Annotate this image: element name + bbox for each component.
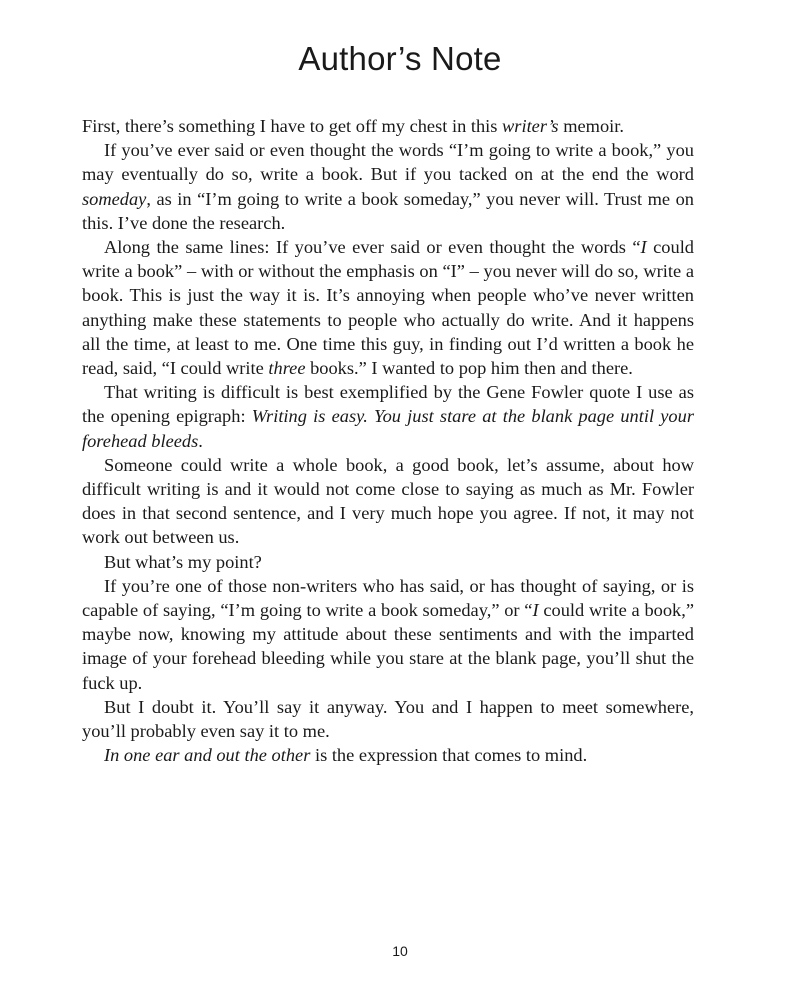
page-title: Author’s Note: [298, 40, 502, 77]
paragraph: [82, 695, 694, 743]
text-run: could write a book,” maybe now, knowing my attitude about these sentiments and with the imparted image of your forehead bleeding while you stare at the blank page, you’ll shut the fuck up.: [82, 600, 694, 693]
text-run: .: [198, 430, 203, 451]
text-run: That writing is difficult is best exemplified by the Gene Fowler quote I use as the opening epigraph:: [82, 382, 694, 427]
text-run: First, there’s something I have to get off my chest in this: [82, 116, 503, 136]
paragraph: [82, 550, 694, 574]
paragraph: [82, 114, 694, 138]
text-run: memoir.: [558, 116, 624, 136]
italic-text-run: I: [640, 237, 647, 258]
paragraph: [82, 380, 694, 453]
text-run: If you’ve ever said or even thought the words “I’m going to write a book,” you may eventually do so, write a book. But if you tacked on at the end the word: [82, 140, 694, 185]
text-run: could write a book” – with or without the emphasis on “I” – you never will do so, write a book. This is just the way it is. It’s annoying when people who’ve never written anything make these statements to people who actually do write. And it happens all the time, at least to me. One time this guy, in finding out I’d written a book he read, said, “I could write: [82, 237, 694, 379]
italic-text-run: In one ear and out the other: [104, 745, 311, 766]
text-run: Someone could write a whole book, a good book, let’s assume, about how difficult writing is and it would not come close to saying as much as Mr. Fowler does in that second sentence, and I very much hope you agree. If not, it may not work out between us.: [82, 454, 694, 548]
italic-text-run: writer’s: [502, 116, 559, 136]
paragraph: [82, 743, 694, 767]
body-text: [82, 114, 694, 767]
italic-text-run: Writing is easy. You just stare at the blank page until your forehead bleeds: [82, 406, 694, 451]
italic-text-run: someday: [82, 188, 147, 209]
text-run: Along the same lines: If you’ve ever said or even thought the words “: [104, 237, 641, 258]
italic-text-run: I: [532, 600, 539, 621]
paragraph: [82, 235, 694, 380]
paragraph: [82, 453, 694, 550]
paragraph: [82, 138, 694, 235]
text-run: books.” I wanted to pop him then and there.: [305, 358, 633, 379]
text-run: If you’re one of those non-writers who has said, or has thought of saying, or is capable of saying, “I’m going to write a book someday,” or “: [82, 575, 694, 621]
italic-text-run: three: [268, 358, 306, 379]
paragraph: [82, 574, 694, 695]
page-number: 10: [392, 943, 408, 959]
text-run: But I doubt it. You’ll say it anyway. You and I happen to meet somewhere, you’ll probably even say it to me.: [82, 696, 694, 742]
text-run: is the expression that comes to mind.: [310, 745, 588, 766]
text-run: But what’s my point?: [104, 551, 262, 572]
text-run: , as in “I’m going to write a book someday,” you never will. Trust me on this. I’ve done the research.: [82, 188, 694, 233]
